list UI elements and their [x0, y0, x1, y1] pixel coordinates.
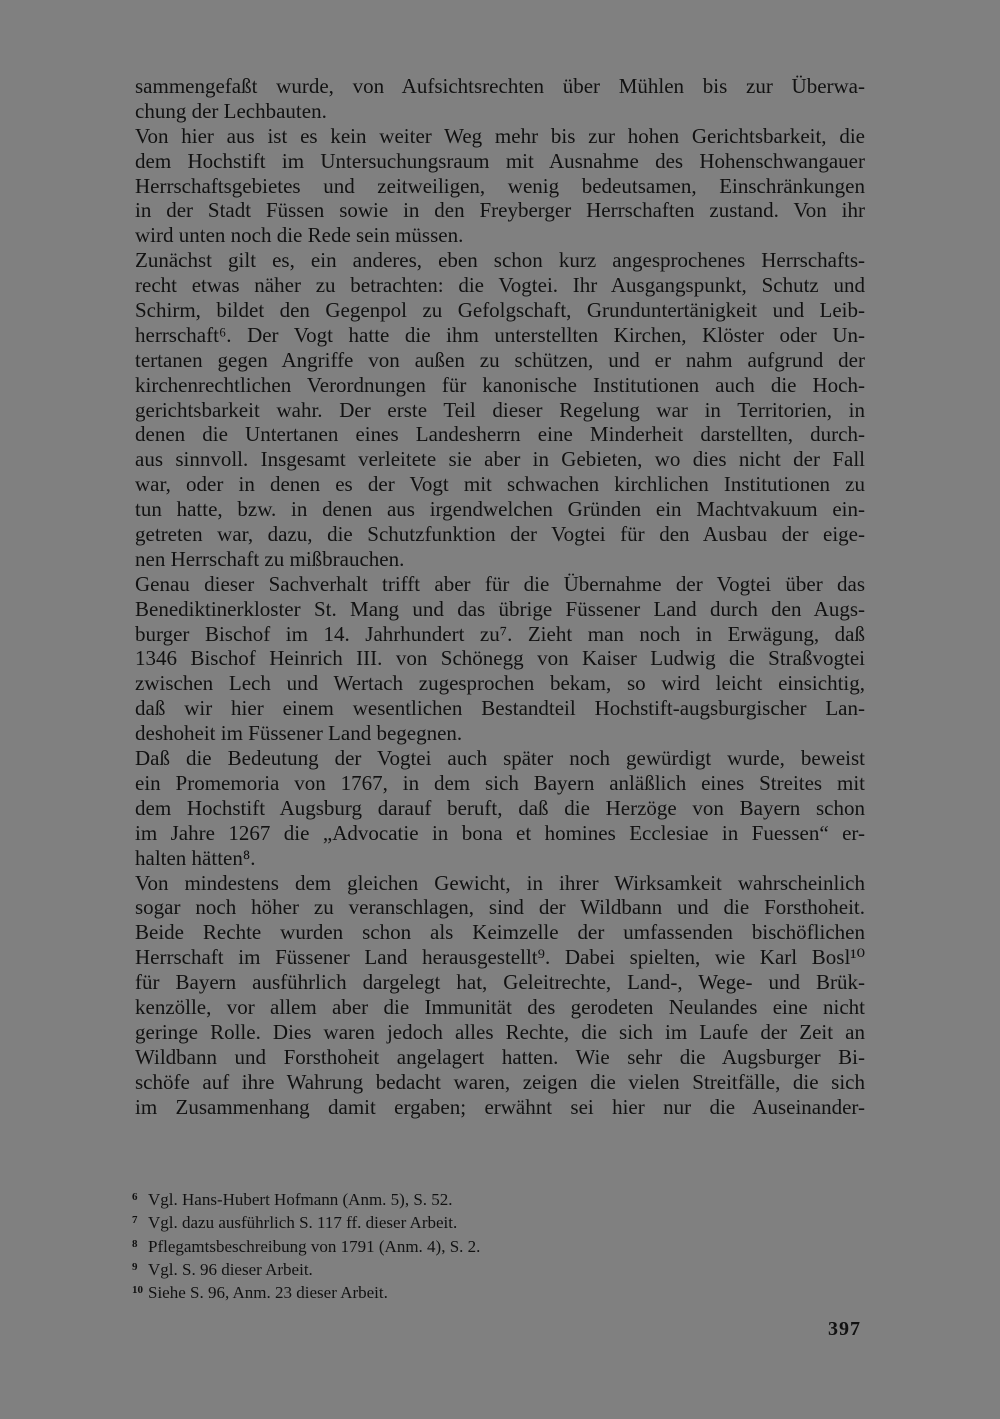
footnote-number: 7 [132, 1214, 138, 1227]
footnote [132, 1280, 632, 1303]
text-line: für Bayern ausführlich dargelegt hat, Geleitrechte, Land-, Wege- und Brük- [135, 970, 865, 995]
footnote [132, 1257, 632, 1280]
text-line: denen die Untertanen eines Landesherrn eine Minderheit darstellten, durch- [135, 422, 865, 447]
text-line: Beide Rechte wurden schon als Keimzelle der umfassenden bischöflichen [135, 920, 865, 945]
text-line: chung der Lechbauten. [135, 98, 327, 123]
footnote-text: Pflegamtsbeschreibung von 1791 (Anm. 4), S. 2. [148, 1236, 481, 1256]
footnote-text: Siehe S. 96, Anm. 23 dieser Arbeit. [148, 1283, 388, 1303]
text-line: gerichtsbarkeit wahr. Der erste Teil dieser Regelung war in Territorien, in [135, 397, 865, 422]
text-line: ein Promemoria von 1767, in dem sich Bayern anläßlich eines Streites mit [135, 770, 865, 795]
text-line: Herrschaftsgebietes und zeitweiligen, wenig bedeutsamen, Einschränkungen [135, 173, 865, 198]
text-line: Herrschaft im Füssener Land herausgestellt⁹. Dabei spielten, wie Karl Bosl¹⁰ [135, 945, 865, 970]
text-line: kenzölle, vor allem aber die Immunität des gerodeten Neulandes eine nicht [135, 994, 865, 1019]
footnote [132, 1187, 632, 1210]
text-line: kirchenrechtlichen Verordnungen für kanonische Institutionen auch die Hoch- [135, 372, 865, 397]
text-line: zwischen Lech und Wertach zugesprochen bekam, so wird leicht einsichtig, [135, 671, 865, 696]
text-line: Zunächst gilt es, ein anderes, eben schon kurz angesprochenes Herrschafts- [135, 248, 865, 273]
footnote-text: Vgl. Hans-Hubert Hofmann (Anm. 5), S. 52. [148, 1190, 453, 1209]
text-line: tun hatte, bzw. in denen aus irgendwelchen Gründen ein Machtvakuum ein- [135, 497, 865, 522]
text-line: Genau dieser Sachverhalt trifft aber für die Übernahme der Vogtei über das [135, 571, 865, 596]
text-line: Von mindestens dem gleichen Gewicht, in ihrer Wirksamkeit wahrscheinlich [135, 870, 865, 895]
text-line: dem Hochstift Augsburg darauf beruft, daß die Herzöge von Bayern schon [135, 795, 865, 820]
text-line: im Jahre 1267 die „Advocatie in bona et homines Ecclesiae in Fuessen“ er- [135, 820, 865, 845]
text-line: dem Hochstift im Untersuchungsraum mit Ausnahme des Hohenschwangauer [135, 148, 865, 173]
text-line: sammengefaßt wurde, von Aufsichtsrechten über Mühlen bis zur Überwa- [135, 74, 865, 98]
text-line: nen Herrschaft zu mißbrauchen. [135, 546, 405, 571]
text-line: in der Stadt Füssen sowie in den Freyberger Herrschaften zustand. Von ihr [135, 198, 865, 223]
text-line: Benediktinerkloster St. Mang und das übrige Füssener Land durch den Augs- [135, 596, 865, 621]
footnote [132, 1234, 632, 1257]
main-text-block [135, 74, 865, 1119]
footnote-text: Vgl. S. 96 dieser Arbeit. [148, 1259, 313, 1279]
text-line: halten hätten⁸. [135, 845, 256, 870]
footnote-number: 6 [132, 1191, 138, 1203]
text-line: Schirm, bildet den Gegenpol zu Gefolgschaft, Grunduntertänigkeit und Leib- [135, 298, 865, 323]
text-line: war, oder in denen es der Vogt mit schwachen kirchlichen Institutionen zu [135, 472, 865, 497]
footnote [132, 1210, 632, 1233]
text-line: schöfe auf ihre Wahrung bedacht waren, zeigen die vielen Streitfälle, die sich [135, 1069, 865, 1094]
text-line: daß wir hier einem wesentlichen Bestandteil Hochstift-augsburgischer Lan- [135, 696, 865, 721]
text-line: Wildbann und Forsthoheit angelagert hatten. Wie sehr die Augsburger Bi- [135, 1044, 865, 1069]
footnote-number: 10 [132, 1284, 143, 1297]
text-line: getreten war, dazu, die Schutzfunktion der Vogtei für den Ausbau der eige- [135, 522, 865, 547]
text-line: im Zusammenhang damit ergaben; erwähnt sei hier nur die Auseinander- [135, 1094, 865, 1119]
footnotes [132, 1187, 632, 1303]
footnote-number: 8 [132, 1237, 138, 1250]
text-line: Daß die Bedeutung der Vogtei auch später noch gewürdigt wurde, beweist [135, 746, 865, 771]
text-line: geringe Rolle. Dies waren jedoch alles Rechte, die sich im Laufe der Zeit an [135, 1019, 865, 1044]
text-line: burger Bischof im 14. Jahrhundert zu⁷. Zieht man noch in Erwägung, daß [135, 621, 865, 646]
text-line: tertanen gegen Angriffe von außen zu schützen, und er nahm aufgrund der [135, 347, 865, 372]
text-line: herrschaft⁶. Der Vogt hatte die ihm unterstellten Kirchen, Klöster oder Un- [135, 322, 865, 347]
text-line: deshoheit im Füssener Land begegnen. [135, 721, 463, 746]
text-line: recht etwas näher zu betrachten: die Vogtei. Ihr Ausgangspunkt, Schutz und [135, 273, 865, 298]
text-line: aus sinnvoll. Insgesamt verleitete sie aber in Gebieten, wo dies nicht der Fall [135, 447, 865, 472]
footnote-number: 9 [132, 1260, 138, 1273]
text-line: Von hier aus ist es kein weiter Weg mehr bis zur hohen Gerichtsbarkeit, die [135, 123, 865, 148]
text-line: wird unten noch die Rede sein müssen. [135, 223, 464, 248]
page-number: 397 [828, 1318, 861, 1340]
footnote-text: Vgl. dazu ausführlich S. 117 ff. dieser Arbeit. [148, 1213, 458, 1233]
text-line: 1346 Bischof Heinrich III. von Schönegg von Kaiser Ludwig die Straßvogtei [135, 646, 865, 671]
text-line: sogar noch höher zu veranschlagen, sind der Wildbann und die Forsthoheit. [135, 895, 865, 920]
